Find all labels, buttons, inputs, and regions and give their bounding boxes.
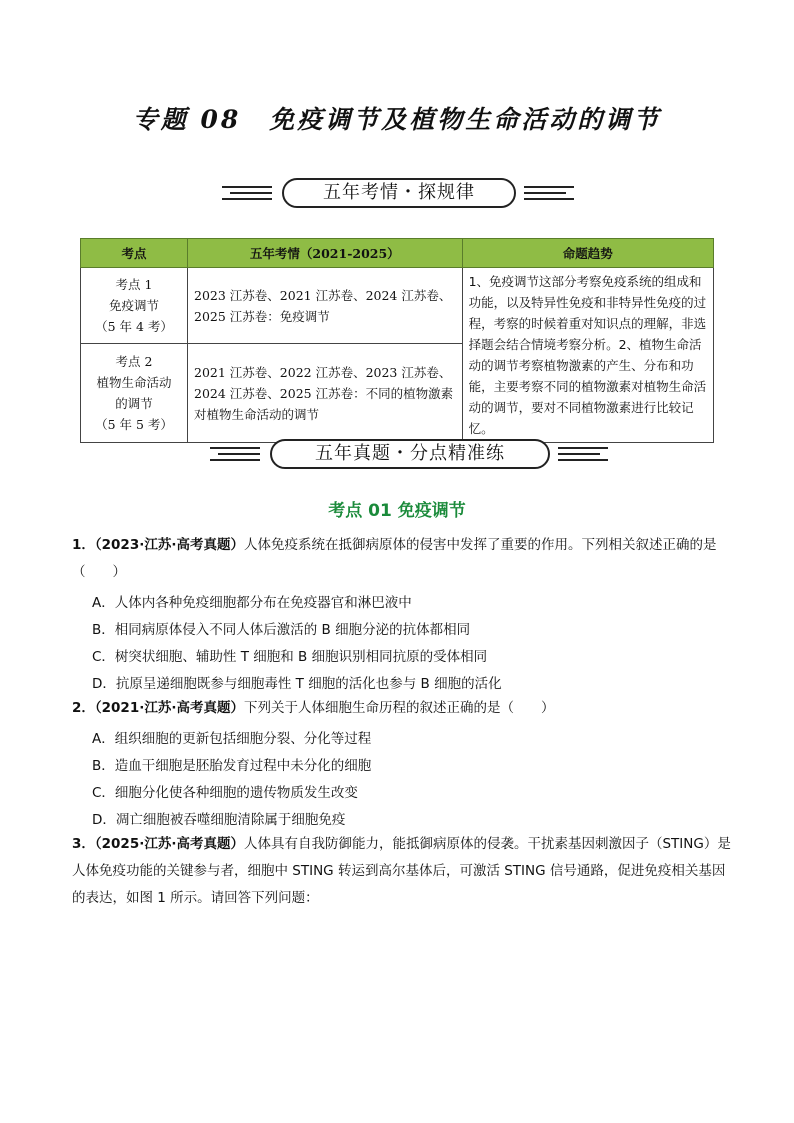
option-d[interactable]: D．抗原呈递细胞既参与细胞毒性 T 细胞的活化也参与 B 细胞的活化	[92, 676, 502, 692]
option-b[interactable]: B．相同病原体侵入不同人体后激活的 B 细胞分泌的抗体都相同	[92, 622, 471, 638]
question-1: 1．（2023·江苏·高考真题）人体免疫系统在抵御病原体的侵害中发挥了重要的作用。下列相关叙述正确的是（ ）	[72, 537, 717, 580]
kp-cell: 考点 2 植物生命活动 的调节 （5 年 5 考）	[81, 344, 188, 443]
header-trend: 命题趋势	[462, 239, 713, 268]
kp-cell: 考点 1 免疫调节 （5 年 4 考）	[81, 268, 188, 344]
years-cell: 2021 江苏卷、2022 江苏卷、2023 江苏卷、2024 江苏卷、2025 江苏卷：不同的植物激素对植物生命活动的调节	[188, 344, 463, 443]
option-b[interactable]: B．造血干细胞是胚胎发育过程中未分化的细胞	[92, 758, 372, 774]
header-kp: 考点	[81, 239, 188, 268]
option-d[interactable]: D．凋亡细胞被吞噬细胞清除属于细胞免疫	[92, 812, 346, 828]
option-a[interactable]: A．人体内各种免疫细胞都分布在免疫器官和淋巴液中	[92, 595, 412, 611]
option-a[interactable]: A．组织细胞的更新包括细胞分裂、分化等过程	[92, 731, 372, 747]
question-3: 3．（2025·江苏·高考真题）人体具有自我防御能力，能抵御病原体的侵袭。干扰素基因刺激因子（STING）是人体免疫功能的关键参与者，细胞中 STING 转运到高尔基体后，可激活 STING 信号通路，促进免疫相关基因的表达，如图 1 所示。请回答下列问题：	[72, 836, 731, 906]
option-c[interactable]: C．细胞分化使各种细胞的遗传物质发生改变	[92, 785, 358, 801]
page-title: 专题 08 免疫调节及植物生命活动的调节	[132, 105, 662, 134]
years-cell: 2023 江苏卷、2021 江苏卷、2024 江苏卷、2025 江苏卷：免疫调节	[188, 268, 463, 344]
banner-label: 五年考情・探规律	[282, 178, 516, 208]
trend-cell: 1、免疫调节这部分考察免疫系统的组成和功能，以及特异性免疫和非特异性免疫的过程，考察的时候着重对知识点的理解，非选择题会结合情境考察分析。2、植物生命活动的调节考察植物激素的产生、分布和功能，主要考察不同的植物激素对植物生命活动的调节，要对不同植物激素进行比较记忆。	[462, 268, 713, 443]
header-years: 五年考情（2021-2025）	[188, 239, 463, 268]
question-2: 2．（2021·江苏·高考真题）下列关于人体细胞生命历程的叙述正确的是（ ）	[72, 700, 555, 716]
table-row	[81, 268, 714, 344]
banner-five-year-exams	[0, 439, 794, 473]
exam-overview-table	[80, 238, 714, 443]
section-heading: 考点 01 免疫调节	[328, 501, 466, 521]
option-c[interactable]: C．树突状细胞、辅助性 T 细胞和 B 细胞识别相同抗原的受体相同	[92, 649, 488, 665]
banner-label: 五年真题・分点精准练	[270, 439, 550, 469]
banner-five-year-trends	[0, 178, 794, 212]
